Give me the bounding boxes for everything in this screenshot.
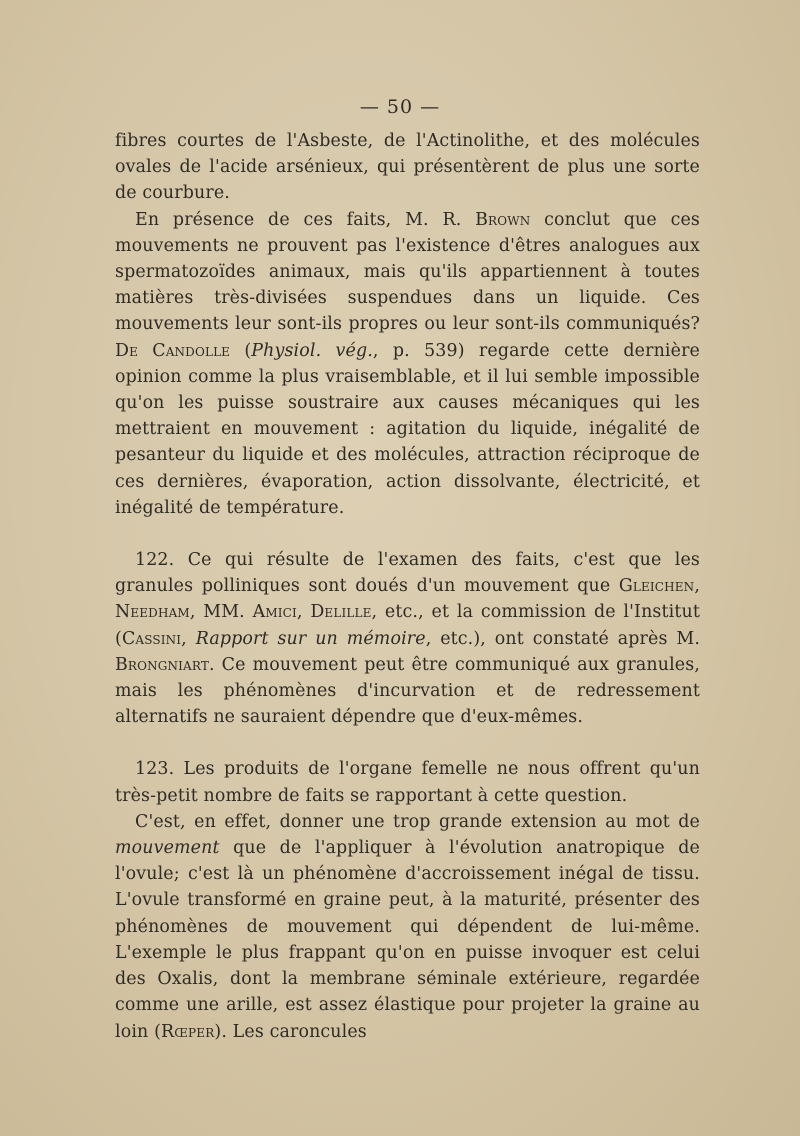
citation-title: Physiol. vég.: [251, 340, 373, 361]
author-name: Rœper: [161, 1021, 215, 1042]
author-name: Cassini: [121, 628, 182, 649]
author-name: De Candolle: [115, 340, 231, 361]
page-number: — 50 —: [359, 96, 441, 118]
paragraph-2: En présence de ces faits, M. R. Brown conclut que ces mouvements ne prouvent pas l'existence d'êtres analogues aux spermatozoïdes animaux, mais qu'ils appartiennent à toutes matières très-divisées suspendues dans un liquide. Ces mouvements leur sont-ils propres ou leur sont-ils communiqués? De Candolle (Physiol. vég., p. 539) regarde cette dernière opinion comme la plus vraisemblable, et il lui semble impossible qu'on les puisse soustraire aux causes mécaniques qui les mettraient en mouvement : agitation du liquide, inégalité de pesanteur du liquide et des molécules, attraction réciproque de ces dernières, évaporation, action dissolvante, électricité, et inégalité de température.: [115, 209, 700, 518]
body-text: [115, 128, 700, 1045]
author-name: Gleichen: [618, 576, 695, 597]
author-name: Amici: [252, 602, 297, 623]
paragraph-122: 122. Ce qui résulte de l'examen des faits, c'est que les granules polliniques sont doués d'un mouvement que Gleichen, Needham, MM. Amici, Delille, etc., et la commission de l'Institut (Cassini, Rapport sur un mémoire, etc.), ont constaté après M. Brongniart. Ce mouvement peut être communiqué aux granules, mais les phénomènes d'incurvation et de redressement alternatifs ne sauraient dépendre que d'eux-mêmes.: [115, 550, 700, 728]
emphasis: mouvement: [115, 838, 220, 859]
paragraph-5: C'est, en effet, donner une trop grande extension au mot de mouvement que de l'appliquer à l'évolution anatropique de l'ovule; c'est là un phénomène d'accroissement inégal de tissu. L'ovule transformé en graine peut, à la maturité, présenter des phénomènes de mouvement qui dépendent de lui-même. L'exemple le plus frappant qu'on en puisse invoquer est celui des Oxalis, dont la membrane séminale extérieure, regardée comme une arille, est assez élastique pour projeter la graine au loin (Rœper). Les caroncules: [115, 811, 700, 1042]
author-name: Brongniart: [115, 654, 209, 675]
citation-title: Rapport sur un mémoire: [195, 628, 426, 649]
paragraph-123: 123. Les produits de l'organe femelle ne nous offrent qu'un très-petit nombre de faits se rapportant à cette question.: [115, 759, 700, 806]
paragraph-1: fibres courtes de l'Asbeste, de l'Actinolithe, et des molécules ovales de l'acide arsénieux, qui présentèrent de plus une sorte de courbure.: [115, 131, 700, 204]
author-name: Delille: [310, 602, 372, 623]
author-name: Needham: [115, 602, 190, 623]
author-name: Brown: [475, 209, 531, 230]
